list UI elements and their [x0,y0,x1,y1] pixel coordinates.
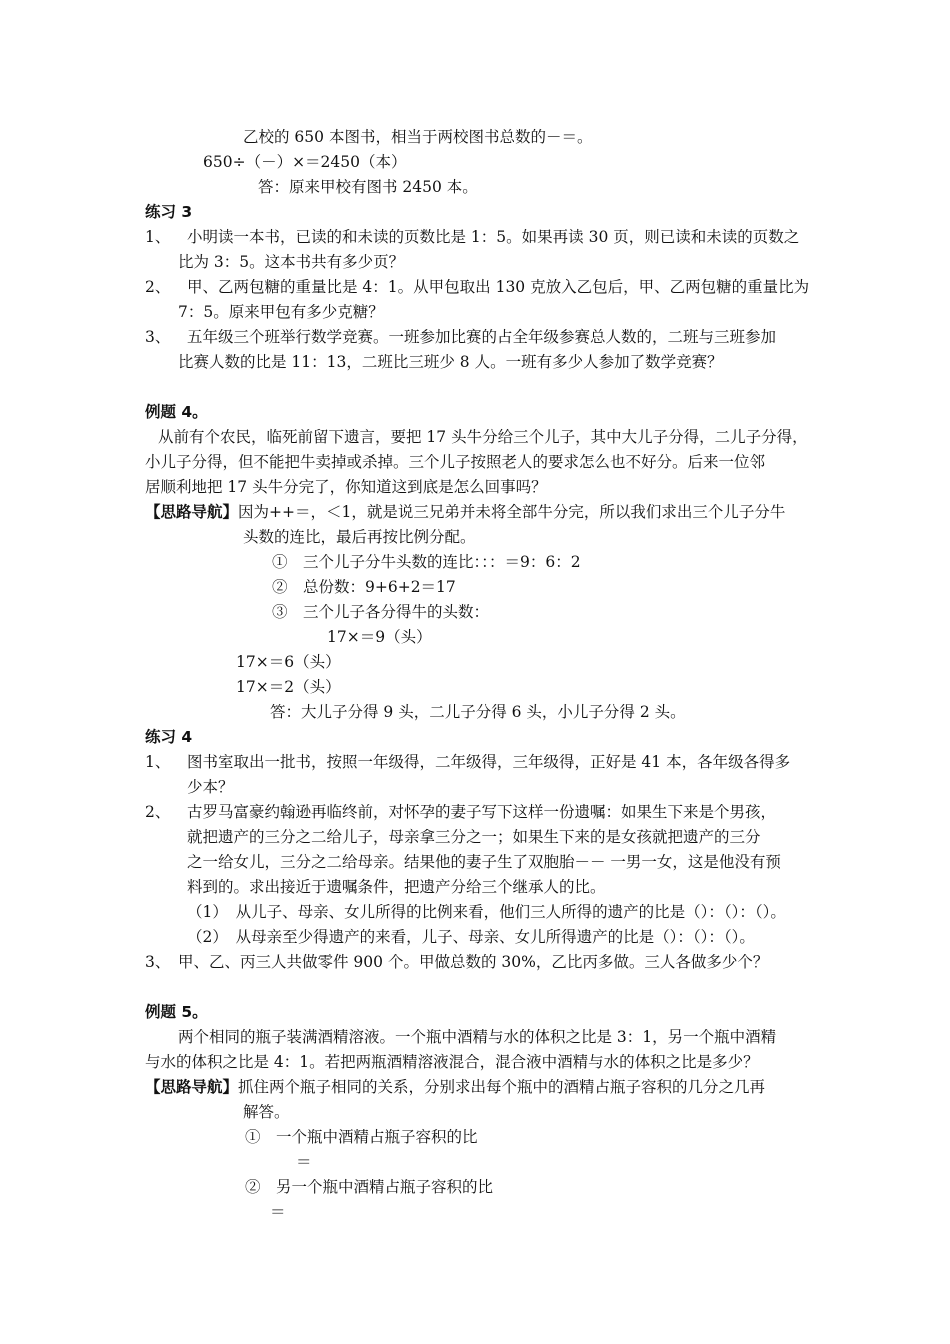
top-line-2: 650÷（－）×＝2450（本） [203,153,407,171]
example-5-guide [145,1077,765,1097]
example-5-para-2: 与水的体积之比是 4：1。若把两瓶酒精溶液混合，混合液中酒精与水的体积之比是多少？ [145,1053,759,1071]
example-4-step-1: ① 三个儿子分牛头数的连比：：：＝9：6：2 [272,553,581,571]
example-4-heading: 例题 4。 [145,403,208,421]
item-number: 1、 [145,228,171,246]
practice-3-heading: 练习 3 [145,203,193,221]
example-5-equals-2: ＝ [270,1203,286,1221]
guide-label: 【思路导航】 [145,1078,239,1096]
item-number: 1、 [145,753,171,771]
item-text: 小明读一本书，已读的和未读的页数比是 1：5。如果再读 30 页，则已读和未读的页数之 [187,228,800,246]
practice-3-item-1-cont: 比为 3：5。这本书共有多少页？ [178,253,405,271]
practice-3-item-1 [145,227,799,247]
item-number: 3、 [145,328,171,346]
practice-4-sub-1: （1） 从儿子、母亲、女儿所得的比例来看，他们三人所得的遗产的比是（）：（）：（）。 [187,903,786,921]
top-answer: 答：原来甲校有图书 2450 本。 [258,178,478,196]
example-4-answer: 答：大儿子分得 9 头，二儿子分得 6 头，小儿子分得 2 头。 [270,703,686,721]
practice-3-item-2-cont: 7：5。原来甲包有多少克糖？ [178,303,384,321]
practice-4-heading: 练习 4 [145,728,193,746]
example-5-step-1: ① 一个瓶中酒精占瓶子容积的比 [245,1128,478,1146]
guide-text: 因为++＝，＜1，就是说三兄弟并未将全部牛分完，所以我们求出三个儿子分牛 [238,503,786,521]
practice-3-item-3 [145,327,776,347]
practice-4-item-3 [145,952,768,972]
example-5-guide-cont: 解答。 [243,1103,290,1121]
example-4-para-1: 从前有个农民，临死前留下遗言，要把 17 头牛分给三个儿子，其中大儿子分得，二儿子分得， [158,428,808,446]
practice-4-item-2 [145,802,776,822]
practice-4-item-2-cont-1: 就把遗产的三分之二给儿子，母亲拿三分之一；如果生下来的是女孩就把遗产的三分 [187,828,761,846]
top-line-1: 乙校的 650 本图书，相当于两校图书总数的－＝。 [243,128,593,146]
practice-4-item-2-cont-2: 之一给女儿，三分之二给母亲。结果他的妻子生了双胞胎－－ 一男一女，这是他没有预 [187,853,781,871]
example-4-para-3: 居顺利地把 17 头牛分完了，你知道这到底是怎么回事吗？ [145,478,547,496]
item-text: 甲、乙两包糖的重量比是 4：1。从甲包取出 130 克放入乙包后，甲、乙两包糖的重量比为 [187,278,810,296]
item-text: 古罗马富豪约翰逊再临终前，对怀孕的妻子写下这样一份遗嘱：如果生下来是个男孩， [187,803,777,821]
practice-4-item-1-cont: 少本？ [187,778,234,796]
example-5-equals-1: ＝ [296,1153,312,1171]
item-text: 五年级三个班举行数学竞赛。一班参加比赛的占全年级参赛总人数的，二班与三班参加 [187,328,777,346]
example-4-guide [145,502,785,522]
practice-4-sub-2: （2） 从母亲至少得遗产的来看，儿子、母亲、女儿所得遗产的比是（）：（）：（）。 [187,928,755,946]
practice-4-item-2-cont-3: 料到的。求出接近于遗嘱条件，把遗产分给三个继承人的比。 [187,878,606,896]
practice-3-item-3-cont: 比赛人数的比是 11：13，二班比三班少 8 人。一班有多少人参加了数学竞赛？ [178,353,723,371]
guide-label: 【思路导航】 [145,503,239,521]
guide-text: 抓住两个瓶子相同的关系，分别求出每个瓶中的酒精占瓶子容积的几分之几再 [238,1078,766,1096]
item-text: 图书室取出一批书，按照一年级得，二年级得，三年级得，正好是 41 本，各年级各得多 [187,753,791,771]
example-4-calc-2: 17×＝6（头） [236,653,341,671]
example-4-calc-1: 17×＝9（头） [327,628,432,646]
example-5-para-1: 两个相同的瓶子装满酒精溶液。一个瓶中酒精与水的体积之比是 3：1，另一个瓶中酒精 [178,1028,777,1046]
example-4-calc-3: 17×＝2（头） [236,678,341,696]
item-number: 3、 [145,953,171,971]
practice-4-item-1 [145,752,790,772]
item-number: 2、 [145,278,171,296]
example-5-step-2: ② 另一个瓶中酒精占瓶子容积的比 [245,1178,494,1196]
example-4-step-2: ② 总份数：9+6+2＝17 [272,578,456,596]
practice-3-item-2 [145,277,809,297]
item-number: 2、 [145,803,171,821]
example-4-guide-cont: 头数的连比，最后再按比例分配。 [243,528,476,546]
example-4-para-2: 小儿子分得，但不能把牛卖掉或杀掉。三个儿子按照老人的要求怎么也不好分。后来一位邻 [145,453,766,471]
example-5-heading: 例题 5。 [145,1003,208,1021]
example-4-step-3: ③ 三个儿子各分得牛的头数： [272,603,490,621]
item-text: 甲、乙、丙三人共做零件 900 个。甲做总数的 30%，乙比丙多做。三人各做多少个？ [178,953,769,971]
